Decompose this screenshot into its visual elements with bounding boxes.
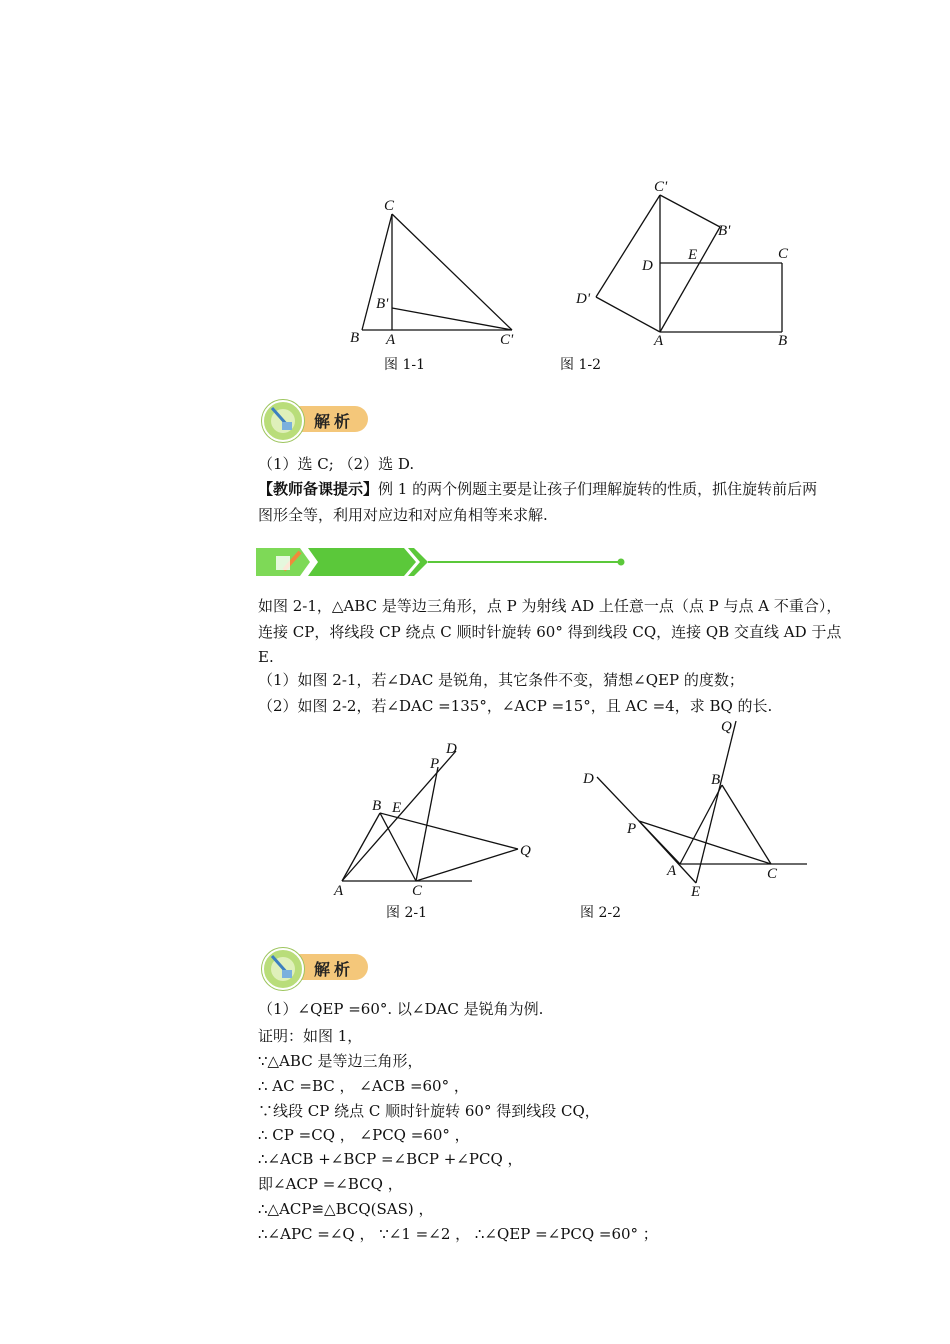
problem-line-3: E. [258, 648, 274, 666]
caption-fig-1-1: 图 1-1 [384, 357, 425, 373]
hint-tag: 【教师备课提示】 [258, 480, 379, 498]
figure-2-1 [330, 735, 540, 905]
label-b-prime: B' [376, 296, 389, 312]
label-b: B [350, 330, 360, 346]
label-e: E [688, 247, 698, 263]
figure-1-2 [570, 175, 810, 355]
solution-line: 即∠ACP =∠BCQ ， [258, 1175, 403, 1193]
analysis-badge-label: 解析 [314, 960, 355, 979]
question-1: （1）如图 2-1，若∠DAC 是锐角，其它条件不变，猜想∠QEP 的度数； [258, 671, 744, 689]
label-p: P [627, 821, 637, 837]
label-a: A [334, 883, 344, 899]
solution-line: 证明：如图 1， [258, 1027, 363, 1045]
solution-line: ∴∠ACB +∠BCP =∠BCP +∠PCQ ， [258, 1150, 523, 1168]
label-e: E [691, 884, 701, 900]
label-c: C [384, 198, 395, 214]
label-d-prime: D' [576, 291, 591, 307]
label-c: C [778, 246, 789, 262]
caption-fig-2-1: 图 2-1 [386, 905, 427, 921]
label-b: B [778, 333, 788, 349]
label-d: D [446, 741, 457, 757]
figure-2-2 [575, 715, 815, 905]
label-b-prime: B' [718, 223, 731, 239]
solution-line: ∴ AC =BC ， ∠ACB =60° ， [258, 1077, 469, 1095]
label-e: E [392, 800, 402, 816]
label-a: A [654, 333, 664, 349]
answer-line: （1）选 C; （2）选 D. [258, 455, 415, 473]
label-c: C [412, 883, 423, 899]
label-d: D [583, 771, 594, 787]
label-b: B [372, 798, 382, 814]
question-2: （2）如图 2-2，若∠DAC =135°，∠ACP =15°，且 AC =4，求 BQ 的长. [258, 697, 773, 715]
solution-line: ∵△ABC 是等边三角形， [258, 1052, 423, 1070]
label-c-prime: C' [654, 179, 668, 195]
label-a: A [386, 332, 396, 348]
caption-fig-2-2: 图 2-2 [580, 905, 621, 921]
teacher-hint-cont: 图形全等，利用对应边和对应角相等来求解. [258, 506, 548, 524]
solution-line: ∴ CP =CQ ， ∠PCQ =60° ， [258, 1126, 470, 1144]
problem-line-2: 连接 CP，将线段 CP 绕点 C 顺时针旋转 60° 得到线段 CQ，连接 QB 交直线 AD 于点 [258, 623, 842, 641]
label-q: Q [520, 843, 531, 859]
pen-hand-icon [262, 948, 304, 990]
solution-line: ∴∠APC =∠Q ， ∵∠1 =∠2 ， ∴∠QEP =∠PCQ =60° ； [258, 1225, 658, 1243]
label-q: Q [721, 719, 732, 735]
label-c: C [767, 866, 778, 882]
analysis-badge [258, 944, 370, 990]
label-p: P [430, 756, 440, 772]
label-b: B [711, 772, 721, 788]
problem-line-1: 如图 2-1，△ABC 是等边三角形，点 P 为射线 AD 上任意一点（点 P 与点 A 不重合）， [258, 597, 842, 615]
caption-fig-1-2: 图 1-2 [560, 357, 601, 373]
example-banner [256, 544, 628, 580]
figure-1-1 [340, 190, 540, 360]
analysis-badge [258, 396, 370, 442]
label-a: A [667, 863, 677, 879]
solution-line: （1）∠QEP =60°. 以∠DAC 是锐角为例. [258, 1000, 544, 1018]
solution-line: ∵线段 CP 绕点 C 顺时针旋转 60° 得到线段 CQ， [258, 1102, 600, 1120]
analysis-badge-label: 解析 [314, 412, 355, 431]
solution-line: ∴△ACP≌△BCQ(SAS) ， [258, 1200, 434, 1218]
label-c-prime: C' [500, 332, 514, 348]
teacher-hint [258, 478, 817, 500]
label-d: D [642, 258, 653, 274]
hint-text: 例 1 的两个例题主要是让孩子们理解旋转的性质，抓住旋转前后两 [378, 480, 818, 498]
pen-hand-icon [262, 400, 304, 442]
